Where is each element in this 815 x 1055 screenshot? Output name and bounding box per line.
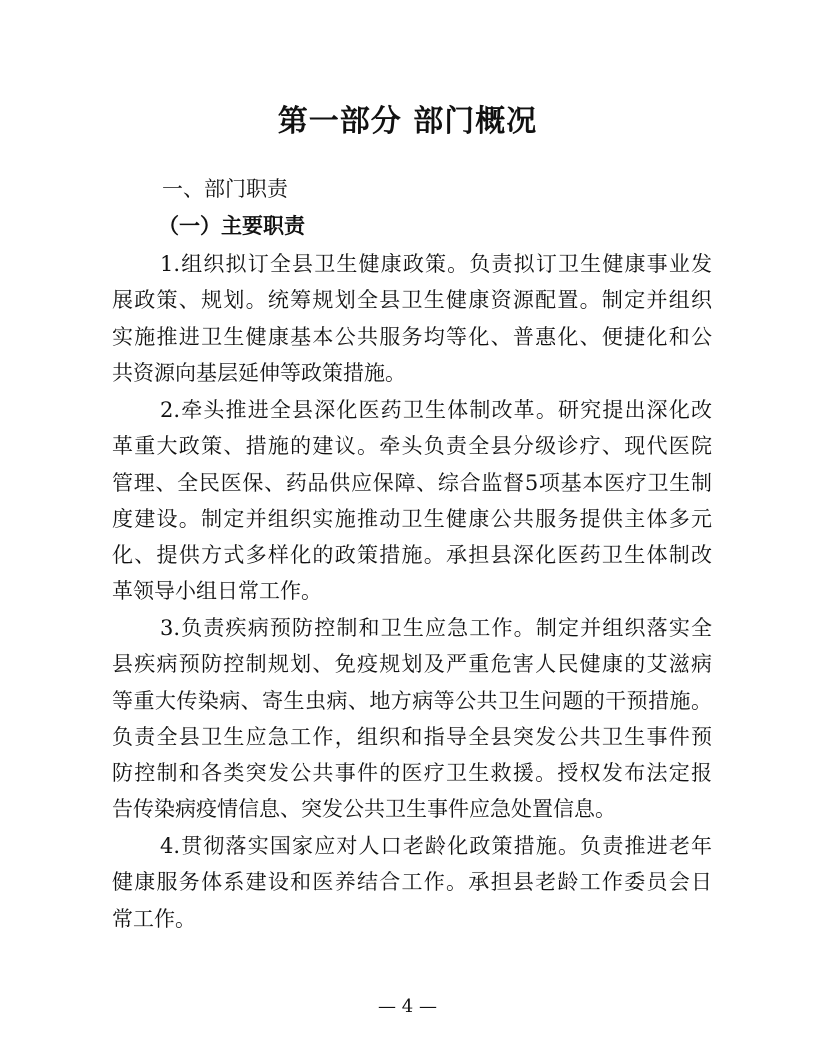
paragraph-3 — [112, 610, 712, 828]
paragraph-line: 度建设。制定并组织实施推动卫生健康公共服务提供主体多元 — [112, 506, 712, 531]
paragraph-line: 县疾病预防控制规划、免疫规划及严重危害人民健康的艾滋病 — [112, 652, 712, 677]
page-title: 第一部分 部门概况 — [277, 104, 538, 139]
paragraph-line: 革领导小组日常工作。 — [112, 579, 322, 604]
section-heading: 一、部门职责 — [162, 177, 288, 201]
paragraph-2 — [112, 392, 712, 610]
paragraph-line: 负责全县卫生应急工作，组织和指导全县突发公共卫生事件预 — [112, 724, 712, 749]
paragraph-line: 告传染病疫情信息、突发公共卫生事件应急处置信息。 — [112, 797, 616, 822]
paragraph-line: 4.贯彻落实国家应对人口老龄化政策措施。负责推进老年 — [160, 834, 712, 858]
paragraph-line: 防控制和各类突发公共事件的医疗卫生救援。授权发布法定报 — [112, 761, 712, 786]
paragraph-line: 管理、全民医保、药品供应保障、综合监督5项基本医疗卫生制 — [112, 470, 712, 495]
paragraph-4 — [112, 828, 712, 937]
paragraph-line: 2.牵头推进全县深化医药卫生体制改革。研究提出深化改 — [160, 398, 712, 422]
paragraph-1 — [112, 246, 712, 391]
subsection-heading: （一）主要职责 — [158, 213, 305, 238]
paragraph-line: 展政策、规划。统筹规划全县卫生健康资源配置。制定并组织 — [112, 288, 712, 313]
paragraph-line: 革重大政策、措施的建议。牵头负责全县分级诊疗、现代医院 — [112, 434, 712, 459]
page-number: — 4 — — [378, 996, 437, 1017]
paragraph-line: 化、提供方式多样化的政策措施。承担县深化医药卫生体制改 — [112, 543, 712, 568]
paragraph-line: 共资源向基层延伸等政策措施。 — [112, 360, 406, 385]
paragraph-line: 1.组织拟订全县卫生健康政策。负责拟订卫生健康事业发 — [160, 252, 712, 276]
paragraph-line: 实施推进卫生健康基本公共服务均等化、普惠化、便捷化和公 — [112, 324, 712, 349]
paragraph-line: 常工作。 — [112, 906, 196, 931]
paragraph-line: 健康服务体系建设和医养结合工作。承担县老龄工作委员会日 — [112, 870, 712, 895]
paragraph-line: 等重大传染病、寄生虫病、地方病等公共卫生问题的干预措施。 — [112, 688, 712, 713]
paragraph-line: 3.负责疾病预防控制和卫生应急工作。制定并组织落实全 — [160, 616, 712, 640]
